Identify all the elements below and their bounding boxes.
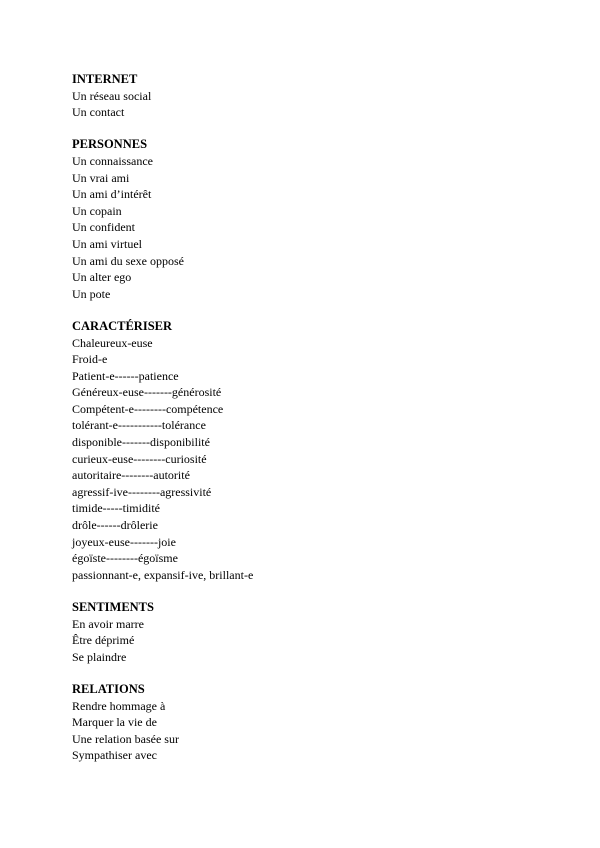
list-item: Un réseau social <box>72 88 152 103</box>
list-item: Un copain <box>72 203 122 218</box>
list-item: Sympathiser avec <box>72 748 157 763</box>
section-internet <box>72 71 572 121</box>
list-item: Un alter ego <box>72 270 132 285</box>
list-item: Rendre hommage à <box>72 698 166 713</box>
section-caracteriser <box>72 318 572 584</box>
list-item: agressif-ive--------agressivité <box>72 484 212 499</box>
list-item: Une relation basée sur <box>72 731 179 746</box>
list-item: Un contact <box>72 105 125 120</box>
section-heading: INTERNET <box>72 72 138 86</box>
list-item: Un connaissance <box>72 153 153 168</box>
document-page <box>72 71 572 780</box>
list-item: Froid-e <box>72 352 108 367</box>
list-item: Un pote <box>72 286 111 301</box>
list-item: joyeux-euse-------joie <box>72 534 176 549</box>
section-relations <box>72 681 572 764</box>
section-heading: SENTIMENTS <box>72 600 154 614</box>
list-item: Généreux-euse-------générosité <box>72 385 222 400</box>
list-item: Compétent-e--------compétence <box>72 401 224 416</box>
list-item: Un confident <box>72 220 135 235</box>
list-item: Un ami d’intérêt <box>72 187 152 202</box>
list-item: timide-----timidité <box>72 501 160 516</box>
list-item: Se plaindre <box>72 649 127 664</box>
list-item: Marquer la vie de <box>72 715 157 730</box>
list-item: tolérant-e-----------tolérance <box>72 418 206 433</box>
list-item: passionnant-e, expansif-ive, brillant-e <box>72 567 254 582</box>
list-item: drôle------drôlerie <box>72 518 158 533</box>
section-personnes <box>72 136 572 302</box>
list-item: curieux-euse--------curiosité <box>72 451 207 466</box>
list-item: égoïste--------égoïsme <box>72 551 178 566</box>
list-item: Patient-e------patience <box>72 368 179 383</box>
list-item: Être déprimé <box>72 633 135 648</box>
section-heading: PERSONNES <box>72 137 148 152</box>
list-item: Un vrai ami <box>72 170 130 185</box>
list-item: Chaleureux-euse <box>72 335 153 350</box>
list-item: disponible-------disponibilité <box>72 435 210 450</box>
list-item: Un ami virtuel <box>72 236 142 251</box>
section-heading: CARACTÉRISER <box>72 318 173 333</box>
section-heading: RELATIONS <box>72 681 145 696</box>
list-item: En avoir marre <box>72 616 144 631</box>
section-sentiments <box>72 599 572 665</box>
list-item: Un ami du sexe opposé <box>72 253 184 268</box>
list-item: autoritaire--------autorité <box>72 468 190 483</box>
